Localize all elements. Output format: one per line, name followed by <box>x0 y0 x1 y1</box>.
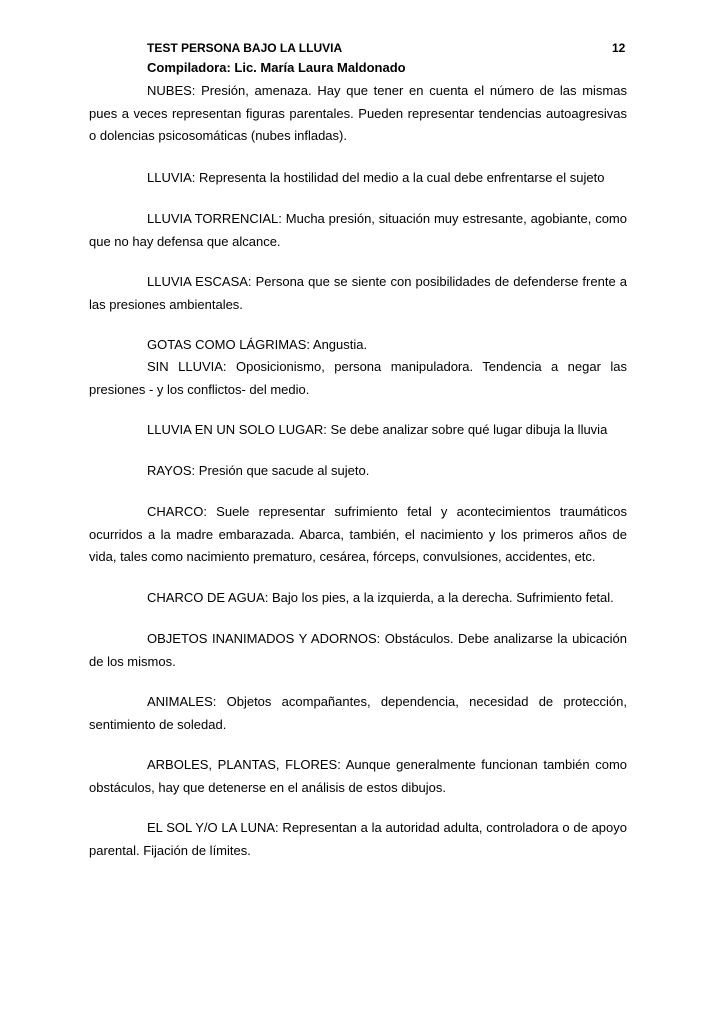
paragraph-gotas: GOTAS COMO LÁGRIMAS: Angustia. <box>147 337 368 352</box>
paragraph-lluvia-un-lugar: LLUVIA EN UN SOLO LUGAR: Se debe analizar sobre qué lugar dibuja la lluvia <box>147 422 608 437</box>
paragraph-animales: ANIMALES: Objetos acompañantes, dependencia, necesidad de protección, sentimiento de soledad. <box>89 694 627 732</box>
paragraph-rayos: RAYOS: Presión que sacude al sujeto. <box>147 463 370 478</box>
paragraph-nubes: NUBES: Presión, amenaza. Hay que tener en cuenta el número de las mismas pues a veces representan figuras parentales. Pueden representar tendencias autoagresivas o dolencias psicosomáticas (nubes infladas). <box>89 83 627 143</box>
paragraph-lluvia: LLUVIA: Representa la hostilidad del medio a la cual debe enfrentarse el sujeto <box>147 170 605 185</box>
paragraph-charco-de-agua: CHARCO DE AGUA: Bajo los pies, a la izquierda, a la derecha. Sufrimiento fetal. <box>147 590 614 605</box>
paragraph-lluvia-torrencial: LLUVIA TORRENCIAL: Mucha presión, situación muy estresante, agobiante, como que no hay defensa que alcance. <box>89 211 627 249</box>
paragraph-sol-luna: EL SOL Y/O LA LUNA: Representan a la autoridad adulta, controladora o de apoyo parental. Fijación de límites. <box>89 820 627 858</box>
document-title: TEST PERSONA BAJO LA LLUVIA <box>147 41 343 55</box>
paragraph-lluvia-escasa: LLUVIA ESCASA: Persona que se siente con posibilidades de defenderse frente a las presiones ambientales. <box>89 274 627 312</box>
paragraph-sin-lluvia: SIN LLUVIA: Oposicionismo, persona manipuladora. Tendencia a negar las presiones - y los conflictos- del medio. <box>89 359 627 397</box>
compiler-line: Compiladora: Lic. María Laura Maldonado <box>147 60 406 75</box>
paragraph-charco: CHARCO: Suele representar sufrimiento fetal y acontecimientos traumáticos ocurridos a la madre embarazada. Abarca, también, el nacimiento y los primeros años de vida, tales como nacimiento prematuro, cesárea, fórceps, convulsiones, accidentes, etc. <box>89 504 627 564</box>
paragraph-objetos: OBJETOS INANIMADOS Y ADORNOS: Obstáculos. Debe analizarse la ubicación de los mismos. <box>89 631 627 669</box>
page-number: 12 <box>612 41 626 55</box>
paragraph-arboles: ARBOLES, PLANTAS, FLORES: Aunque generalmente funcionan también como obstáculos, hay que detenerse en el análisis de estos dibujos. <box>89 757 627 795</box>
